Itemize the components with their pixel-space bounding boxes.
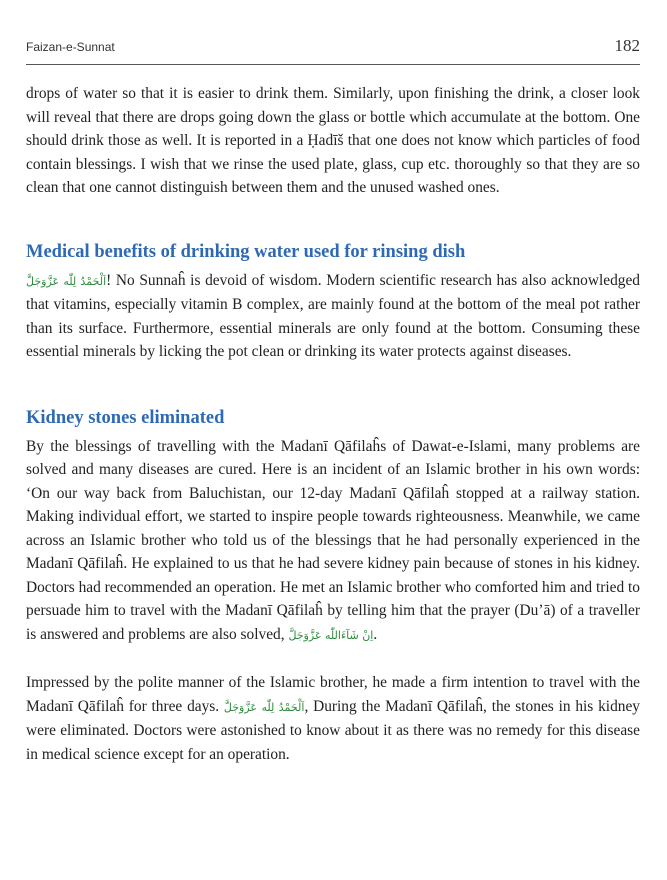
kidney-stones-paragraph-2	[26, 671, 640, 766]
paragraph-text: By the blessings of travelling with the Madanī Qāfilaĥs of Dawat-e-Islami, many problems are solved and many diseases are cured. Here is an incident of an Islamic brother in his own words: ‘On our way back from Baluchistan, our 12-day Madanī Qāfilaĥ stopped at a railway station. Making individual effort, we started to inspire people towards righteousness. Meanwhile, we came across an Islamic brother who told us of the blessings that he had personally experienced in the Madanī Qāfilaĥ. He explained to us that he had severe kidney pain because of stones in his kidney. Doctors had recommended an operation. He met an Islamic brother who comforted him and tried to persuade him to travel with the Madanī Qāfilaĥ by telling him that the prayer (Du’ā) of a traveller is answered and problems are also solved,	[26, 437, 640, 643]
section-heading-medical-benefits: Medical benefits of drinking water used for rinsing dish	[26, 241, 466, 262]
medical-benefits-paragraph	[26, 269, 640, 364]
section-heading-kidney-stones: Kidney stones eliminated	[26, 407, 225, 428]
page-number: 182	[614, 36, 640, 55]
intro-paragraph: drops of water so that it is easier to drink them. Similarly, upon finishing the drink, a closer look will reveal that there are drops going down the glass or bottle which accumulate at the bottom. One should drink those as well. It is reported in a Ḥadīš that one does not know which particles of food contain blessings. I wish that we rinse the used plate, glass, cup etc. thoroughly so that they are so clean that one cannot distinguish between them and the unused washed ones.	[26, 85, 640, 196]
paragraph-end: , During the Madanī Qāfilaĥ, the stones in his kidney were eliminated. Doctors were astonished to know about it as there was no remedy for this disease in medical science except for an operation.	[26, 697, 640, 763]
arabic-phrase: اَلْحَمْدُ لِلّٰه عَزَّوَجَلَّ	[223, 700, 305, 714]
paragraph-text: Impressed by the polite manner of the Islamic brother, he made a firm intention to travel with the Madanī Qāfilaĥ for three days.	[26, 674, 640, 715]
paragraph-end: .	[373, 625, 378, 643]
kidney-stones-paragraph-1	[26, 435, 640, 648]
arabic-phrase: اَلْحَمْدُ لِلّٰه عَزَّوَجَلَّ	[26, 274, 107, 288]
paragraph-text: ! No Sunnaĥ is devoid of wisdom. Modern scientific research has also acknowledged that vitamins, especially vitamin B complex, are mainly found at the bottom of the meal pot rather than its surface. Furthermore, essential minerals are only found at the bottom. Consuming these essential minerals by licking the pot clean or drinking its water protects against diseases.	[26, 271, 640, 360]
arabic-phrase: اِنْ شَآءَاللّٰه عَزَّوَجَلَّ	[288, 628, 374, 642]
page-content	[26, 82, 640, 766]
book-title: Faizan-e-Sunnat	[26, 40, 115, 54]
page-header	[26, 36, 640, 65]
